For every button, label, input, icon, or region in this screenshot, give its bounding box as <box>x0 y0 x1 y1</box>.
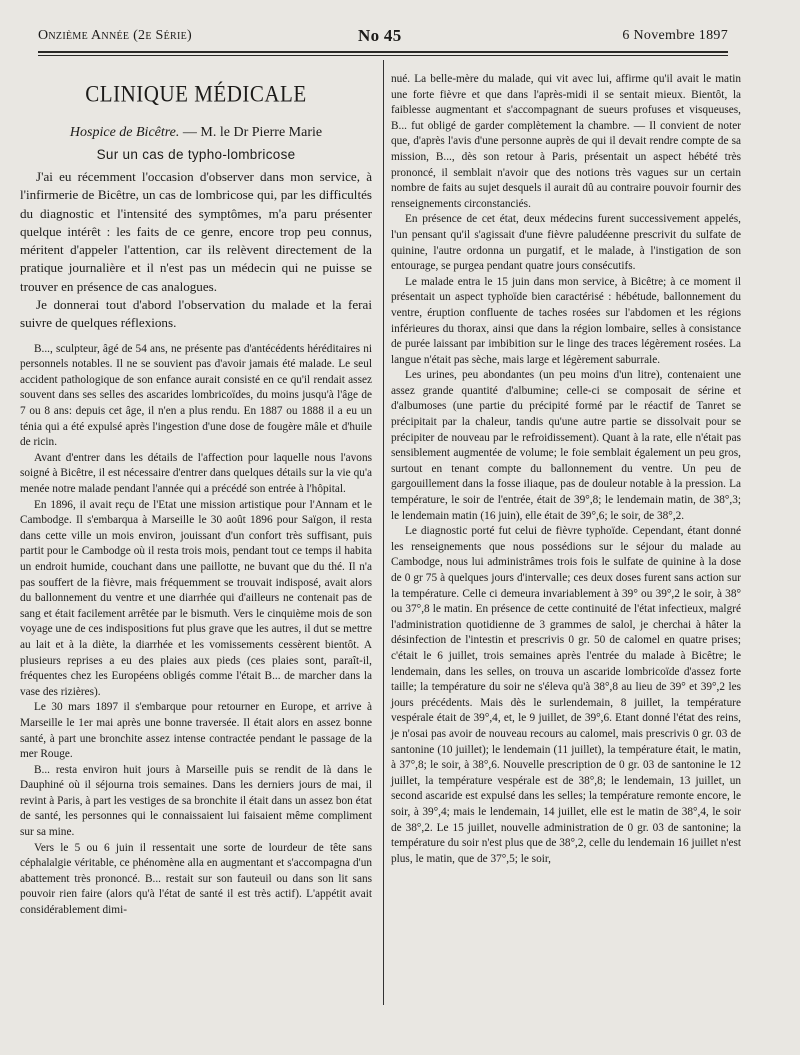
body-paragraph: Le diagnostic porté fut celui de fièvre typhoïde. Cependant, étant donné les renseignements que nous possédions sur le séjour du malade au Cambodge, nous lui administrâmes trois fois le sulfate de quinine à la dose de 0 gr 75 à quelques jours d'intervalle; ces deux doses furent sans action sur la température. Celle ci demeura invariablement à 39° ou 39°,2 le soir, à 38° ou 37°,8 le matin. En présence de cette continuité de l'état infectieux, malgré l'administration quotidienne de 3 grammes de salol, je cherchai à hâter la désinfection de l'intestin et prescrivis 0 gr. 50 de calomel en quatre prises; c'était le 6 juillet, trois semaines après l'entrée du malade à Bicêtre; le lendemain, dans les selles, on trouva un ascaride lombricoïde d'assez forte taille; la température du soir ne s'éleva qu'à 38°,8 au lieu de 39° et 39°,2 les jours précédents. Mais dès le surlendemain, 8 juillet, la température vespérale était de 39°,4, et, le 9 juillet, de 39°,6. Etant donné l'état des reins, je n'osai pas avoir de nouveau recours au calomel, mais prescrivis 0 gr. 03 de santonine (10 juillet); le lendemain (11 juillet), la température était, le matin, à 37°,8; le soir, à 38°,6. Nouvelle prescription de 0 gr. 03 de santonine le 12 juillet, la température vespérale est de 38°,8; le lendemain, 13 juillet, un second ascaride est expulsé dans les selles; la température remonte encore, le soir, à 39°,4; mais le lendemain, 14 juillet, elle est le matin de 38°,4, le soir de 38°,2. Le 15 juillet, nouvelle administration de 0 gr. 03 de santonine; la température du soir n'est plus que de 38°,2, celle du lendemain 16 juillet n'est plus, le matin, que de 37°,5; le soir, <box>391 525 741 865</box>
issue-date: 6 Novembre 1897 <box>622 28 728 43</box>
body-paragraph: En présence de cet état, deux médecins furent successivement appelés, l'un pensant qu'il s'agissait d'une fièvre paludéenne prescrivit du sulfate de quinine, l'autre ordonna un purgatif, et le malade, à l'instigation de son entourage, se purgea pendant quatre jours consécutifs. <box>391 213 741 273</box>
body-paragraph: nué. La belle-mère du malade, qui vit avec lui, affirme qu'il avait le matin une forte fièvre et que dans l'après-midi il se sentait mieux. Bientôt, la faiblesse augmentant et s'accompagnant de sueurs profuses et visqueuses, B... fut obligé de garder complètement la chambre. — Il convient de noter que, d'après l'avis d'une personne auprès de qui il devait rendre compte de sa mission, B..., dès son retour à Paris, présentait un aspect hébété très prononcé, il semblait n'avoir que des notions très vagues sur un certain nombre de faits au sujet desquels il aurait dû au contraire pouvoir fournir des renseignements circonstanciés. <box>391 73 741 210</box>
body-paragraph: Les urines, peu abondantes (un peu moins d'un litre), contenaient une assez grande quantité d'albumine; celle-ci se composait de sérine et d'albumoses (une partie du précipité formé par le réactif de Tanret se précipitait par la chaleur, tandis qu'une autre partie se dissolvait pour se précipiter de nouveau par le refroidissement). Quant à la rate, elle n'était pas sensiblement augmentée de volume; le foie semblait également un peu gros, surtout en tenant compte du ballonnement du ventre. Un peu de gargouillement dans la fosse iliaque, pas de douleur notable à la pression. La température, le soir de l'entrée, était de 39°,8; le lendemain matin, de 38°,3; le lendemain matin (16 juin), elle était de 39°,6; le soir, de 38°,2. <box>391 369 741 522</box>
body-paragraph: En 1896, il avait reçu de l'Etat une mission artistique pour l'Annam et le Cambodge. Il s'embarqua à Marseille le 30 août 1896 pour Saïgon, il resta dans cette ville un mois environ, jouissant d'un confort très suffisant, puis partit pour le Cambodge où il resta trois mois, pendant tout ce temps il habita un endroit humide, couchant dans une paillotte, ne buvant que du thé. Il n'a pas souffert de la fièvre, mais fréquemment se trouvait indisposé, avait alors du ballonnement du ventre et une diarrhée qui d'ailleurs ne contenait pas de sang et était facilement arrêtée par le bismuth. Vers le cinquième mois de son voyage une de ces indispositions fut plus grave que les autres, il dut se mettre au lait et à la diète, la diarrhée et les vomissements cessèrent bientôt. A plusieurs reprises a eu des plaies aux pieds (ces plaies sont, paraît-il, fréquentes chez les Européens obligés comme l'était B... de marcher dans la vase des rizières). <box>20 498 372 698</box>
intro-paragraph: Je donnerai tout d'abord l'observation du malade et la ferai suivre de quelques réflexions. <box>20 297 372 331</box>
body-paragraph: Vers le 5 ou 6 juin il ressentait une sorte de lourdeur de tête sans céphalalgie véritable, ce phénomène alla en augmentant et s'accompagna d'un abattement très prononcé. B... restait sur son fauteuil ou dans son lit sans pouvoir rien faire (alors qu'à l'état de santé il est très actif). L'appétit avait considérablement dimi- <box>20 841 372 917</box>
header-rule-thin <box>38 55 728 56</box>
article-byline <box>20 125 372 141</box>
section-title: CLINIQUE MÉDICALE <box>85 81 307 107</box>
body-paragraph: Le malade entra le 15 juin dans mon service, à Bicêtre; à ce moment il présentait un aspect typhoïde bien caractérisé : hébétude, ballonnement du ventre, éruption confluente de taches rosées sur l'abdomen et les régions inférieures du thorax, ainsi que dans la région lombaire, selles à consistance de purée laissant par imbibition sur le linge des traces légèrement rosées. La langue n'était pas sèche, mais large et légèrement saburrale. <box>391 275 741 366</box>
column-divider <box>383 60 384 1005</box>
body-paragraph: Le 30 mars 1897 il s'embarque pour retourner en Europe, et arrive à Marseille le 1er mai après une bonne traversée. Il était alors en assez bonne santé, à part une bronchite assez intense contractée pendant le passage de la mer Rouge. <box>20 701 372 761</box>
issue-number: No 45 <box>358 26 402 45</box>
left-column <box>20 68 372 919</box>
body-paragraph: B... resta environ huit jours à Marseille puis se rendit de là dans le Dauphiné où il séjourna trois semaines. Dans les derniers jours de mai, il revint à Paris, à part les vestiges de sa bronchite il était dans un assez bon état de santé, les personnes qui le connaissaient lui faisaient même compliment sur sa mine. <box>20 763 372 839</box>
body-paragraph: Avant d'entrer dans les détails de l'affection pour laquelle nous l'avons soigné à Bicêtre, il est nécessaire d'entrer dans quelques détails sur la vie qu'a menée notre malade pendant l'année qui a précédé son entrée à l'hôpital. <box>20 451 372 496</box>
journal-year-label: Onzième Année (2e Série) <box>38 28 193 43</box>
body-paragraph: B..., sculpteur, âgé de 54 ans, ne présente pas d'antécédents héréditaires ni personnels notables. Il ne se souvient pas d'avoir jamais été malade. Le seul accident pathologique de son enfance aurait consisté en ce qu'il rendait assez souvent dans ses selles des ascarides lombricoïdes, du moins jusqu'à l'âge de 7 ou 8 ans: depuis cet âge, il n'en a plus rendu. En 1887 ou 1888 il a eu un ténia qui a été expulsé après l'ingestion d'une dose de fougère mâle et d'huile de ricin. <box>20 342 372 449</box>
article-subtitle: Sur un cas de typho-lombricose <box>96 147 296 162</box>
header-rule-thick <box>38 51 728 53</box>
intro-paragraph: J'ai eu récemment l'occasion d'observer dans mon service, à l'infirmerie de Bicêtre, un cas de lombricose qui, par les difficultés du diagnostic et l'intensité des symptômes, m'a paru présenter quelque intérêt : les faits de ce genre, encore trop peu connus, méritent d'appeler l'attention, car ils relèvent directement de la pratique journalière et il n'est pas un médecin qui ne puisse se trouver en présence de cas analogues. <box>20 169 372 294</box>
page-header <box>38 26 728 48</box>
byline-author: — M. le Dr Pierre Marie <box>179 125 323 140</box>
right-column <box>391 72 741 867</box>
byline-place: Hospice de Bicêtre. <box>69 125 180 140</box>
